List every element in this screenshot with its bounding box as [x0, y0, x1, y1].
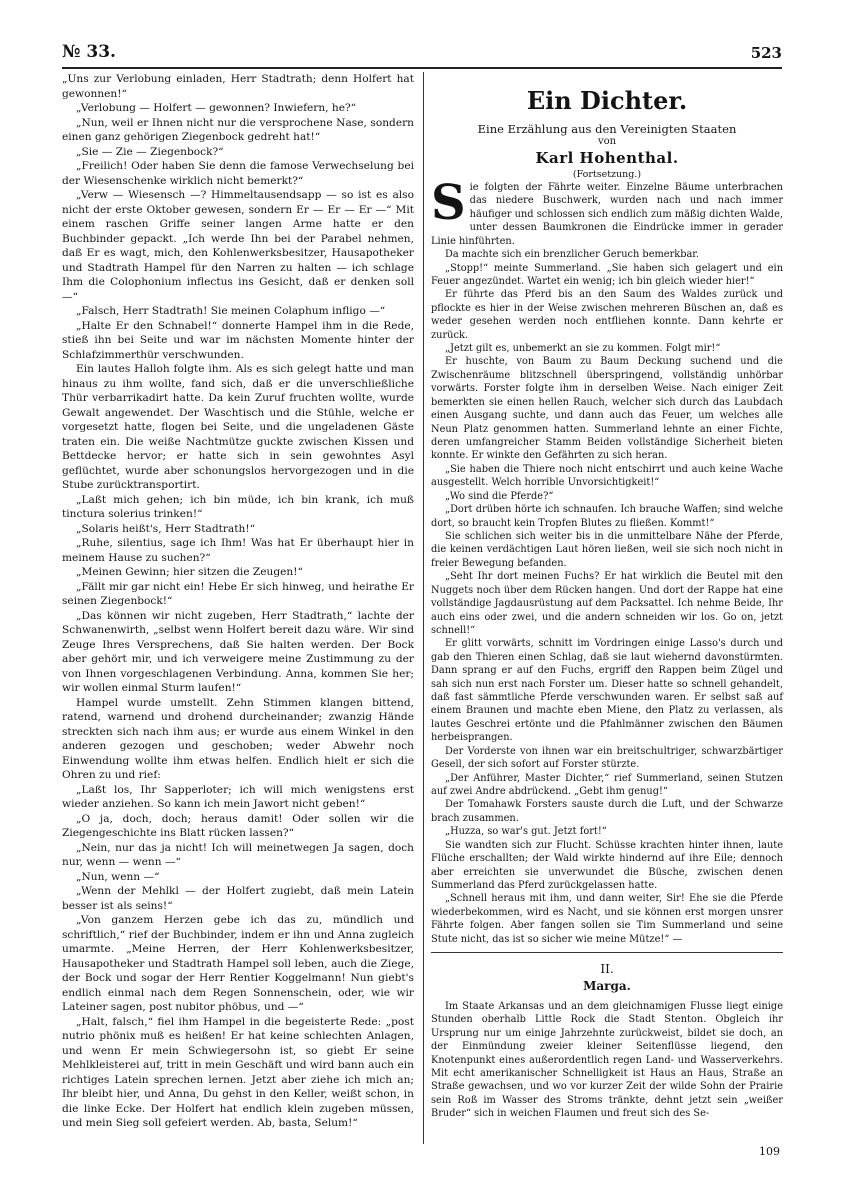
- paragraph: „Sie — Zie — Ziegenbock?“: [76, 145, 224, 158]
- first-paragraph: [431, 175, 783, 248]
- paragraph: „Sie haben die Thiere noch nicht entschirrt und auch keine Wache ausgestellt. Welch horrible Unvorsichtigkeit!“: [431, 463, 783, 489]
- paragraph: „Verw — Wiesensch —? Himmeltausendsapp — so ist es also nicht der erste Oktober gewesen, sondern Er — Er — Er —“ Mit einem raschen Griffe seiner langen Arme hatte er den Buchbinder gepackt. „Ich werde Ihn bei der Parabel nehmen, daß Er es wagt, mich, den Kohlenwerksbesitzer, Hausapotheker und Stadtrath Hampel für den Narren zu halten — ich schlage Ihm die Colophonium inflectus ins Gesicht, daß er denken soll —“: [62, 189, 414, 303]
- paragraph: „Laßt los, Ihr Sapperloter; ich will mich wenigstens erst wieder anziehen. So kann ich mein Jawort nicht geben!“: [62, 783, 414, 810]
- paragraph: „Meinen Gewinn; hier sitzen die Zeugen!“: [76, 566, 303, 578]
- paragraph: Er huschte, von Baum zu Baum Deckung suchend und die Zwischenräume blitzschnell überspringend, vollständig unhörbar vorwärts. Forster folgte ihm in derselben Weise. Nach einiger Zeit bemerkten sie einen hellen Rauch, welcher sich durch das Laubdach einen Ausgang suchte, und dann auch das Feuer, um welches alle Neun Platz genommen hatten. Summerland lehnte an einer Fichte, deren umfangreicher Stamm Beiden vollständige Sicherheit bieten konnte. Er winkte den Gefährten zu sich heran.: [431, 356, 783, 462]
- issue-number: № 33.: [62, 42, 116, 62]
- paragraph: „Seht Ihr dort meinen Fuchs? Er hat wirklich die Beutel mit den Nuggets noch über dem Rücken hangen. Und dort der Rappe hat eine vollständige Jagdausrüstung auf dem Packsattel. Ich nehme Beide, Ihr auch eins oder zwei, und die andern schneiden wir los. Go on, jetzt schnell!“: [431, 571, 783, 636]
- paragraph: Im Staate Arkansas und an dem gleichnamigen Flusse liegt einige Stunden oberhalb Little Rock die Stadt Stenton. Obgleich ihr Ursprung nur um einige Jahrzehnte zurückweist, bildet sie doch, an der Einmündung zweier kleiner Seitenflüsse liegend, den Knotenpunkt eines außerordentlich regen Land- und Wasserverkehrs. Mit echt amerikanischer Schnelligkeit ist Haus an Haus, Straße an Straße gewachsen, und wo vor kurzer Zeit der wilde Sohn der Prairie sein Roß im Wasser des Stroms tränkte, dehnt jetzt sein „weißer Bruder“ sich in weichen Flaumen und freut sich des Se-: [431, 1000, 783, 1120]
- paragraph: Da machte sich ein brenzlicher Geruch bemerkbar.: [445, 249, 700, 261]
- paragraph: „Huzza, so war's gut. Jetzt fort!“: [445, 826, 607, 838]
- section-number: II.: [600, 962, 614, 977]
- paragraph: „Fällt mir gar nicht ein! Hebe Er sich hinweg, und heirathe Er seinen Ziegenbock!“: [62, 580, 414, 607]
- paragraph: „Falsch, Herr Stadtrath! Sie meinen Colaphum infligo —“: [76, 305, 386, 317]
- continuation-note: (Fortsetzung.): [572, 169, 642, 180]
- paragraph: Der Tomahawk Forsters sauste durch die Luft, und der Schwarze brach zusammen.: [431, 799, 783, 824]
- paragraph: „O ja, doch, doch; heraus damit! Oder sollen wir die Ziegengeschichte ins Blatt rücken lassen?“: [62, 812, 414, 839]
- paragraph: Ein lautes Halloh folgte ihm. Als es sich gelegt hatte und man hinaus zu ihm wollte, fand sich, daß er die unverschließliche Thür verbarrikadirt hatte. Da kein Zuruf fruchten wollte, wurde Gewalt angewendet. Der Waschtisch und die Stühle, welche er vorgesetzt hatte, flogen bei Seite, und die ungeladenen Gäste traten ein. Die weiße Nachtmütze guckte zwischen Kissen und Bettdecke hervor; er hatte sich in sein gewohntes Asyl geflüchtet, wurde aber schonungslos hervorgezogen und in die Stube zurücktransportirt.: [62, 363, 414, 491]
- paragraph: „Solaris heißt's, Herr Stadtrath!“: [76, 522, 255, 535]
- paragraph: „Halte Er den Schnabel!“ donnerte Hampel ihm in die Rede, stieß ihn bei Seite und war im nächsten Momente hinter der Schlafzimmerthür verschwunden.: [62, 319, 414, 361]
- paragraph: Er glitt vorwärts, schnitt im Vordringen einige Lasso's durch und gab den Thieren einen Schlag, daß sie laut wiehernd davonstürmten. Dann sprang er auf den Fuchs, ergriff den Rappen beim Zügel und sah sich nun erst nach Forster um. Dieser hatte so schnell gehandelt, daß fast sämmtliche Pferde verschwunden waren. Er selbst saß auf einem Braunen und machte eben Miene, den Platz zu verlassen, als lautes Geschrei ertönte und die Pfahlmänner zwischen den Bäumen herbeisprangen.: [431, 638, 783, 744]
- paragraph: Sie wandten sich zur Flucht. Schüsse krachten hinter ihnen, laute Flüche erschallten; der Wald wirkte hindernd auf ihre Eile; dennoch aber erreichten sie unverwundet die Büsche, zwischen denen Summerland das Pferd zurückgelassen hatte.: [431, 839, 783, 891]
- paragraph: Der Vorderste von ihnen war ein breitschultriger, schwarzbärtiger Gesell, der sich sofort auf Forster stürzte.: [431, 745, 783, 771]
- drop-cap: S: [431, 175, 466, 231]
- paragraph: „Verlobung — Holfert — gewonnen? Inwiefern, he?“: [76, 102, 357, 114]
- first-paragraph-text: ie folgten der Fährte weiter. Einzelne Bäume unterbrachen das niedere Buschwerk, wurden nach und nach immer häufiger und schlossen sich endlich zum mäßig dichten Walde, unter dessen Baumkronen die Eindrücke immer in gerader Linie hinführten.: [431, 182, 783, 247]
- paragraph: „Laßt mich gehen; ich bin müde, ich bin krank, ich muß tinctura solerius trinken!“: [62, 493, 414, 520]
- right-column: [431, 72, 783, 1121]
- paragraph: Er führte das Pferd bis an den Saum des Waldes zurück und pflockte es hier in der Weise zwischen mehreren Büschen an, daß es weder gesehen werden noch entfliehen konnte. Dann kehrte er zurück.: [431, 289, 783, 341]
- paragraph: „Stopp!“ meinte Summerland. „Sie haben sich gelagert und ein Feuer angezündet. Wartet ein wenig; ich bin gleich wieder hier!“: [431, 262, 783, 287]
- paragraph: „Schnell heraus mit ihm, und dann weiter, Sir! Ehe sie die Pferde wiederbekommen, wird es Nacht, und sie können erst morgen unsrer Fährte folgen. Aber fangen sollen sie Tim Summerland und seine Stute nicht, das ist so sicher wie meine Mütze!“ —: [431, 893, 783, 945]
- page-header: [62, 42, 782, 64]
- page-number-bottom: 109: [759, 1145, 780, 1158]
- paragraph: „Von ganzem Herzen gebe ich das zu, mündlich und schriftlich,“ rief der Buchbinder, indem er ihn und Anna zugleich umarmte. „Meine Herren, der Herr Kohlenwerksbesitzer, Hausapotheker und Stadtrath Hampel soll leben, auch die Ziege, der Bock und sogar der Herr Rentier Koggelmann! Nun giebt's endlich einmal nach dem Regen Sonnenschein, oder, wie wir Lateiner sagen, post nubitor phöbus, und —“: [62, 914, 414, 1013]
- section-title: Marga.: [583, 979, 631, 994]
- paragraph: „Nun, wenn —“: [76, 870, 160, 883]
- page-number-top: 523: [750, 44, 782, 62]
- paragraph: „Nun, weil er Ihnen nicht nur die versprochene Nase, sondern einen ganz gehörigen Ziegenbock gedreht hat!“: [62, 116, 414, 143]
- paragraph: „Freilich! Oder haben Sie denn die famose Verwechselung bei der Wiesenschenke wirklich nicht bemerkt?“: [62, 160, 414, 187]
- section-divider: [431, 952, 783, 953]
- left-column: [62, 72, 414, 1131]
- byline-von: von: [597, 136, 617, 147]
- column-divider: [423, 72, 424, 1144]
- paragraph: „Uns zur Verlobung einladen, Herr Stadtrath; denn Holfert hat gewonnen!“: [62, 73, 414, 100]
- story-title: Ein Dichter.: [526, 86, 688, 115]
- paragraph: „Halt, falsch,“ fiel ihm Hampel in die begeisterte Rede: „post nutrio phönix muß es heißen! Er hat keine schlechten Anlagen, und wenn Er mein Schwiegersohn ist, so giebt Er seine Mehlkleisterei auf, tritt in mein Geschäft und wird bann auch ein richtiges Latein sprechen lernen. Jetzt aber ziehe ich mich an; Ihr bleibt hier, und Anna, Du gehst in den Keller, weißt schon, in die linke Ecke. Der Holfert hat endlich klein zugeben müssen, und mein Sieg soll gefeiert werden. Ab, basta, Selum!“: [62, 1015, 414, 1129]
- paragraph: „Wenn der Mehlkl — der Holfert zugiebt, daß mein Latein besser ist als seins!“: [62, 885, 414, 912]
- paragraph: „Der Anführer, Master Dichter,“ rief Summerland, seinen Stutzen auf zwei Andre abdrückend. „Gebt ihm genug!“: [431, 772, 783, 797]
- story-subtitle: Eine Erzählung aus den Vereinigten Staaten: [477, 122, 737, 136]
- paragraph: Hampel wurde umstellt. Zehn Stimmen klangen bittend, ratend, warnend und drohend durcheinander; zwanzig Hände streckten sich nach ihm aus; er wurde aus einem Winkel in den anderen gezogen und geschoben; weder Abwehr noch Einwendung wollte ihm etwas helfen. Endlich hielt er sich die Ohren zu und rief:: [62, 696, 414, 781]
- author-name: Karl Hohenthal.: [535, 149, 679, 167]
- header-rule: [62, 67, 782, 69]
- paragraph: „Nein, nur das ja nicht! Ich will meinetwegen Ja sagen, doch nur, wenn — wenn —“: [62, 841, 414, 868]
- paragraph: „Dort drüben hörte ich schnaufen. Ich brauche Waffen; sind welche dort, so braucht kein Tropfen Blutes zu fließen. Kommt!“: [431, 504, 783, 529]
- paragraph: „Jetzt gilt es, unbemerkt an sie zu kommen. Folgt mir!“: [445, 343, 721, 355]
- paragraph: „Das können wir nicht zugeben, Herr Stadtrath,“ lachte der Schwanenwirth, „selbst wenn Holfert bereit dazu wäre. Wir sind Zeuge Ihres Versprechens, daß Sie halten werden. Der Bock aber gehört mir, und ich verweigere meine Zustimmung zu der von Ihnen vorgeschlagenen Verbindung. Anna, kommen Sie her; wir wollen einmal Sturm laufen!“: [62, 609, 414, 694]
- paragraph: „Ruhe, silentius, sage ich Ihm! Was hat Er überhaupt hier in meinem Hause zu suchen?“: [62, 537, 414, 564]
- paragraph: „Wo sind die Pferde?“: [445, 490, 554, 502]
- paragraph: Sie schlichen sich weiter bis in die unmittelbare Nähe der Pferde, die keinen verdächtigen Laut hören ließen, weil sie sich noch nicht in freier Bewegung befanden.: [431, 530, 783, 569]
